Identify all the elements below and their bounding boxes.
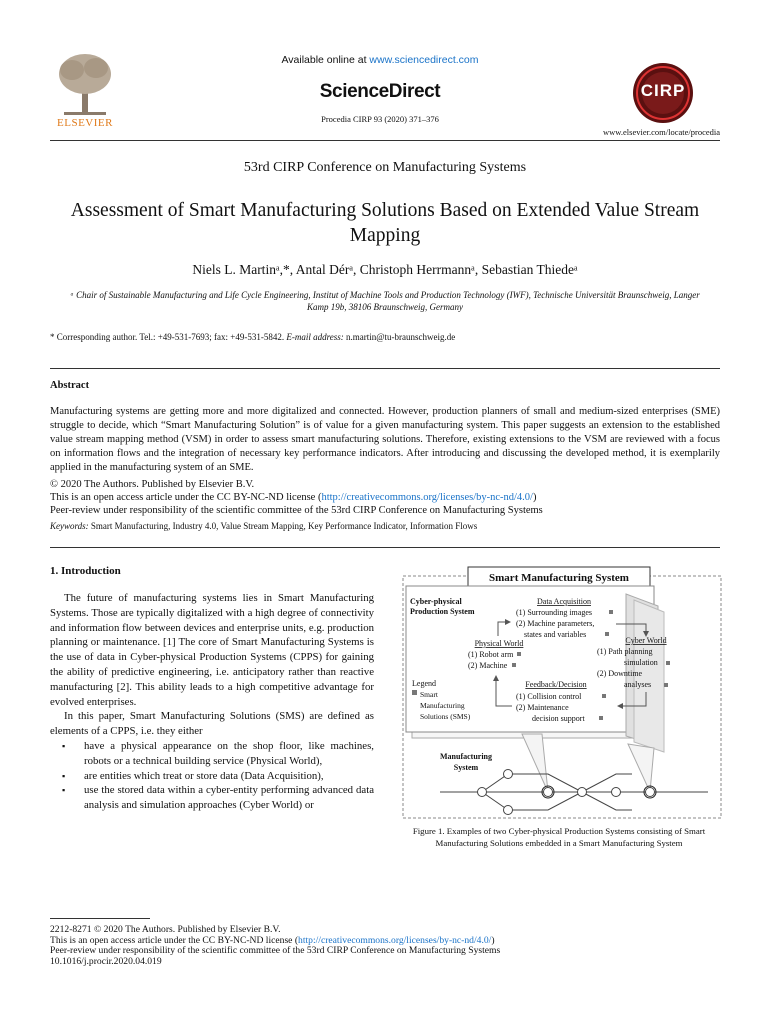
abstract-open-access: This is an open access article under the CC BY-NC-ND license (http://creativecommons.org/licenses/by-nc-nd/4.0/) bbox=[50, 492, 537, 503]
abstract-copyright: © 2020 The Authors. Published by Elsevier B.V. bbox=[50, 479, 255, 490]
footer-peer-review: Peer-review under responsibility of the scientific committee of the 53rd CIRP Conference on Manufacturing Systems bbox=[50, 945, 501, 957]
sms-marker bbox=[512, 663, 516, 667]
cpps-label-2: Production System bbox=[410, 607, 475, 616]
corresponding-author: * Corresponding author. Tel.: +49-531-7693; fax: +49-531-5842. E-mail address: n.martin@tu-braunschweig.de bbox=[50, 332, 456, 342]
journal-reference: Procedia CIRP 93 (2020) 371–376 bbox=[321, 114, 439, 124]
data-acquisition-item: (1) Surrounding images bbox=[516, 608, 592, 617]
feedback-item: decision support bbox=[532, 714, 585, 723]
sms-marker bbox=[517, 652, 521, 656]
legend-label: Solutions (SMS) bbox=[420, 712, 471, 721]
list-item: ▪ use the stored data within a cyber-entity performing advanced data analysis and simulation approaches (Cyber World) or bbox=[74, 783, 374, 813]
legend-sms-marker bbox=[412, 690, 417, 695]
introduction-body bbox=[50, 591, 374, 813]
legend-title: Legend bbox=[412, 679, 436, 688]
footer-license-link[interactable]: http://creativecommons.org/licenses/by-nc-nd/4.0/ bbox=[298, 934, 492, 946]
feedback-item: (1) Collision control bbox=[516, 692, 582, 701]
footer bbox=[50, 925, 720, 967]
physical-world-item: (1) Robot arm bbox=[468, 650, 514, 659]
cyber-world-item: (2) Downtime bbox=[597, 669, 643, 678]
figure-title: Smart Manufacturing System bbox=[489, 572, 629, 584]
elsevier-tree-icon bbox=[50, 50, 120, 120]
paper-title: Assessment of Smart Manufacturing Solutions Based on Extended Value Stream Mapping bbox=[70, 200, 700, 246]
cyber-world-item: analyses bbox=[624, 680, 652, 689]
sms-marker bbox=[599, 716, 603, 720]
figure-1-diagram bbox=[402, 566, 722, 820]
physical-world-item: (2) Machine bbox=[468, 661, 508, 670]
physical-world-title: Physical World bbox=[474, 639, 524, 648]
cirp-logo bbox=[632, 62, 694, 124]
elsevier-logo bbox=[50, 50, 120, 132]
sciencedirect-link[interactable]: www.sciencedirect.com bbox=[369, 54, 479, 66]
abstract-text: Manufacturing systems are getting more and more digitalized and connected. However, production planners of small and medium-sized enterprises (SME) struggle to decide, which “Smart Manufacturing Solution” is of value for a given manufacturing system. This paper suggests an extension to the established value stream mapping method (VSM) in order to assess smart manufacturing solutions. Therefore, existing extensions to the VSM are reviewed with a focus on information flows and the integration of necessary key performance indicators. After introducing and discussing the developed method, it is exemplarily applied in the manufacturing system of an SME. bbox=[50, 406, 720, 473]
header-rule bbox=[50, 140, 720, 141]
publisher-name: ELSEVIER bbox=[57, 117, 113, 129]
cyber-world-item: simulation bbox=[624, 658, 658, 667]
manufacturing-system-label-2: System bbox=[453, 763, 479, 772]
sms-marker bbox=[609, 610, 613, 614]
legend-label: Manufacturing bbox=[420, 701, 465, 710]
footer-issn: 2212-8271 © 2020 The Authors. Published by Elsevier B.V. bbox=[50, 924, 281, 935]
footer-rule bbox=[50, 918, 150, 919]
cyber-world-title: Cyber World bbox=[625, 636, 667, 645]
intro-paragraph-1: The future of manufacturing systems lies in Smart Manufacturing Systems. Those are typically digitalized with a high degree of connectivity and information flow between devices and enterprise units, e.g. production planning or maintenance. [1] The core of Smart Manufacturing Systems is the use of data in Cyber-physical Production Systems (CPPS) for gaining the ability of predictive engineering, i.e. anticipatory rather than reactive manufacturing [2]. This ability leads to a high competitive advantage for evolved enterprises. bbox=[50, 592, 374, 708]
intro-paragraph-2: In this paper, Smart Manufacturing Solutions (SMS) are defined as elements of a CPPS, i.e. they either bbox=[50, 710, 374, 738]
sms-marker bbox=[605, 632, 609, 636]
data-acquisition-item: (2) Machine parameters, bbox=[516, 619, 595, 628]
footer-open-access: This is an open access article under the CC BY-NC-ND license (http://creativecommons.org/licenses/by-nc-nd/4.0/) bbox=[50, 934, 495, 946]
abstract-top-rule bbox=[50, 368, 720, 369]
license-link[interactable]: http://creativecommons.org/licenses/by-nc-nd/4.0/ bbox=[321, 492, 533, 503]
sms-marker bbox=[602, 694, 606, 698]
footer-doi[interactable]: 10.1016/j.procir.2020.04.019 bbox=[50, 955, 162, 967]
author-email[interactable]: n.martin@tu-braunschweig.de bbox=[343, 332, 456, 342]
keywords: Keywords: Smart Manufacturing, Industry 4.0, Value Stream Mapping, Key Performance Indicator, Information Flows bbox=[50, 521, 478, 531]
data-acquisition-title: Data Acquisition bbox=[537, 597, 591, 606]
feedback-item: (2) Maintenance bbox=[516, 703, 569, 712]
manufacturing-system-label-1: Manufacturing bbox=[440, 752, 492, 761]
cpps-label-1: Cyber-physical bbox=[410, 597, 462, 606]
feedback-decision-title: Feedback/Decision bbox=[525, 680, 587, 689]
conference-name: 53rd CIRP Conference on Manufacturing Systems bbox=[243, 160, 527, 175]
list-item: ▪ have a physical appearance on the shop floor, like machines, robots or a technical building service (Physical World), bbox=[74, 739, 374, 769]
sms-marker bbox=[666, 661, 670, 665]
section-heading-introduction: 1. Introduction bbox=[50, 565, 121, 577]
cirp-logo-text: CIRP bbox=[640, 81, 686, 100]
web-locator: www.elsevier.com/locate/procedia bbox=[603, 127, 720, 137]
data-acquisition-item: states and variables bbox=[524, 630, 587, 639]
affiliation: ᵃ Chair of Sustainable Manufacturing and Life Cycle Engineering, Institut of Machine Tools and Production Technology (IWF), Technische Universität Braunschweig, Langer Kamp 19b, 38106 Braunschweig, Germany bbox=[70, 290, 700, 312]
sms-definition-list bbox=[50, 739, 374, 813]
abstract-heading: Abstract bbox=[50, 380, 90, 391]
callout-pointer bbox=[522, 734, 548, 792]
cyber-world-item: (1) Path planning bbox=[597, 647, 653, 656]
list-item: ▪ are entities which treat or store data (Data Acquisition), bbox=[74, 769, 374, 784]
callout-pointer bbox=[628, 744, 654, 792]
sms-marker bbox=[664, 683, 668, 687]
sciencedirect-brand: ScienceDirect bbox=[319, 81, 441, 102]
available-online: Available online at www.sciencedirect.com bbox=[281, 54, 479, 66]
legend-label: Smart bbox=[420, 690, 438, 699]
figure-1-caption: Figure 1. Examples of two Cyber-physical Production Systems consisting of Smart Manufacturing Solutions embedded in a Smart Manufacturing System bbox=[412, 826, 706, 848]
abstract-bottom-rule bbox=[50, 547, 720, 548]
abstract-peer-review: Peer-review under responsibility of the scientific committee of the 53rd CIRP Conference on Manufacturing Systems bbox=[50, 505, 543, 516]
author-list: Niels L. Martinᵃ,*, Antal Dérᵃ, Christoph Herrmannᵃ, Sebastian Thiedeᵃ bbox=[192, 262, 578, 277]
